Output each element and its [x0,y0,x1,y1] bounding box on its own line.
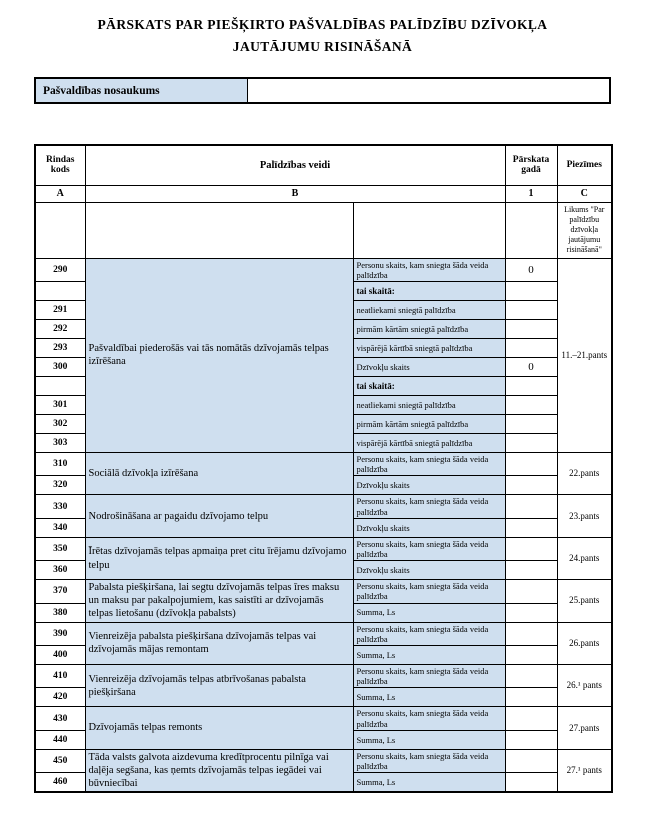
sub-label: Personu skaits, kam sniegta šāda veida palīdzība [353,664,505,687]
row-code: 302 [35,415,85,434]
note-cell: 25.pants [557,580,612,622]
sub-label: neatliekami sniegtā palīdzība [353,396,505,415]
row-code: 301 [35,396,85,415]
table-row [35,707,612,730]
value-cell-291[interactable] [505,301,557,320]
row-code: 320 [35,476,85,495]
table-row [35,495,612,518]
empty-cell [353,202,505,258]
row-code: 460 [35,773,85,792]
header-row [35,145,612,185]
sub-label: tai skaitā: [353,282,505,301]
aid-type-description: Pašvaldībai piederošās vai tās nomātās dzīvojamās telpas izīrēšana [85,258,353,452]
header-aid-types: Palīdzības veidi [85,145,505,185]
empty-cell [505,202,557,258]
municipality-name-input[interactable] [248,79,609,102]
value-cell-450[interactable] [505,749,557,773]
aid-type-description: Nodrošināšana ar pagaidu dzīvojamo telpu [85,495,353,537]
value-cell-360[interactable] [505,561,557,580]
value-cell-370[interactable] [505,580,557,603]
sub-label: vispārējā kārtībā sniegtā palīdzība [353,434,505,453]
row-code [35,377,85,396]
value-cell-303[interactable] [505,434,557,453]
report-table [34,144,613,793]
row-code: 390 [35,622,85,645]
row-code: 292 [35,320,85,339]
row-code: 330 [35,495,85,518]
value-cell-330[interactable] [505,495,557,518]
empty-cell [35,202,85,258]
sub-label: Dzīvokļu skaits [353,561,505,580]
col-letter-c: C [557,185,612,202]
row-code: 420 [35,688,85,707]
table-row [35,749,612,773]
table-row [35,453,612,476]
sub-label: pirmām kārtām sniegtā palīdzība [353,415,505,434]
report-table-body [35,258,612,792]
aid-type-description: Vienreizēja dzīvojamās telpas atbrīvošanas pabalsta piešķiršana [85,664,353,706]
row-code: 360 [35,561,85,580]
sub-label: vispārējā kārtībā sniegtā palīdzība [353,339,505,358]
value-cell-292[interactable] [505,320,557,339]
header-notes: Piezīmes [557,145,612,185]
value-cell-301[interactable] [505,396,557,415]
value-cell-420[interactable] [505,688,557,707]
municipality-label: Pašvaldības nosaukums [36,79,248,102]
row-code: 450 [35,749,85,773]
row-code: 430 [35,707,85,730]
value-cell-340[interactable] [505,518,557,537]
sub-label: Personu skaits, kam sniegta šāda veida palīdzība [353,707,505,730]
value-cell-440[interactable] [505,730,557,749]
sub-label: tai skaitā: [353,377,505,396]
value-cell-290[interactable]: 0 [505,258,557,281]
aid-type-description: Dzīvojamās telpas remonts [85,707,353,749]
row-code: 440 [35,730,85,749]
col-letter-a: A [35,185,85,202]
law-reference: Likums "Par palīdzību dzīvokļa jautājumu risināšanā" [557,202,612,258]
value-cell-400[interactable] [505,645,557,664]
value-cell-430[interactable] [505,707,557,730]
column-letter-row [35,185,612,202]
sub-label: neatliekami sniegtā palīdzība [353,301,505,320]
value-cell-380[interactable] [505,603,557,622]
empty-cell [85,202,353,258]
value-cell-390[interactable] [505,622,557,645]
aid-type-description: Sociālā dzīvokļa izīrēšana [85,453,353,495]
sub-label: Personu skaits, kam sniegta šāda veida palīdzība [353,622,505,645]
row-code [35,282,85,301]
table-row [35,537,612,560]
row-code: 370 [35,580,85,603]
table-row [35,622,612,645]
row-code: 350 [35,537,85,560]
note-cell: 26.pants [557,622,612,664]
page-title [34,14,611,57]
note-cell: 22.pants [557,453,612,495]
row-code: 340 [35,518,85,537]
row-code: 380 [35,603,85,622]
aid-type-description: Īrētas dzīvojamās telpas apmaiņa pret citu īrējamu dzīvojamo telpu [85,537,353,579]
value-cell-410[interactable] [505,664,557,687]
law-reference-row [35,202,612,258]
sub-label: Summa, Ls [353,773,505,792]
col-letter-b: B [85,185,505,202]
sub-label: Personu skaits, kam sniegta šāda veida palīdzība [353,453,505,476]
sub-label: Dzīvokļu skaits [353,518,505,537]
value-cell-310[interactable] [505,453,557,476]
header-row-code: Rindas kods [35,145,85,185]
page-title-line2: JAUTĀJUMU RISINĀŠANĀ [232,38,413,54]
note-cell: 11.–21.pants [557,258,612,452]
value-cell-300[interactable]: 0 [505,358,557,377]
report-table-head [35,145,612,258]
sub-label: Personu skaits, kam sniegta šāda veida palīdzība [353,495,505,518]
value-cell-460[interactable] [505,773,557,792]
sub-label: Personu skaits, kam sniegta šāda veida palīdzība [353,580,505,603]
value-cell-350[interactable] [505,537,557,560]
value-cell-spacer [505,282,557,301]
sub-label: Personu skaits, kam sniegta šāda veida palīdzība [353,258,505,281]
sub-label: Summa, Ls [353,603,505,622]
sub-label: Summa, Ls [353,730,505,749]
value-cell-spacer [505,377,557,396]
sub-label: Dzīvokļu skaits [353,358,505,377]
table-row [35,664,612,687]
value-cell-302[interactable] [505,415,557,434]
sub-label: Summa, Ls [353,645,505,664]
sub-label: Summa, Ls [353,688,505,707]
value-cell-293[interactable] [505,339,557,358]
row-code: 300 [35,358,85,377]
sub-label: Personu skaits, kam sniegta šāda veida palīdzība [353,749,505,773]
row-code: 410 [35,664,85,687]
aid-type-description: Tāda valsts galvota aizdevuma kredītprocentu pilnīga vai daļēja segšana, kas ņemts dzīvojamās telpas iegādei vai būvniecībai [85,749,353,792]
row-code: 303 [35,434,85,453]
row-code: 400 [35,645,85,664]
table-row [35,580,612,603]
value-cell-320[interactable] [505,476,557,495]
note-cell: 27.pants [557,707,612,749]
municipality-box [34,77,611,104]
note-cell: 24.pants [557,537,612,579]
aid-type-description: Pabalsta piešķiršana, lai segtu dzīvojamās telpas īres maksu un maksu par pakalpojumiem, kas saistīti ar dzīvojamās telpas lietošanu (dzīvokļa pabalsts) [85,580,353,622]
col-letter-1: 1 [505,185,557,202]
row-code: 293 [35,339,85,358]
header-report-year: Pārskata gadā [505,145,557,185]
table-row [35,258,612,281]
row-code: 290 [35,258,85,281]
sub-label: pirmām kārtām sniegtā palīdzība [353,320,505,339]
row-code: 291 [35,301,85,320]
row-code: 310 [35,453,85,476]
sub-label: Dzīvokļu skaits [353,476,505,495]
note-cell: 23.pants [557,495,612,537]
note-cell: 27.¹ pants [557,749,612,792]
page-title-line1: PĀRSKATS PAR PIEŠĶIRTO PAŠVALDĪBAS PALĪDZĪBU DZĪVOKĻA [97,17,548,32]
note-cell: 26.¹ pants [557,664,612,706]
aid-type-description: Vienreizēja pabalsta piešķiršana dzīvojamās telpas vai dzīvojamās mājas remontam [85,622,353,664]
sub-label: Personu skaits, kam sniegta šāda veida palīdzība [353,537,505,560]
